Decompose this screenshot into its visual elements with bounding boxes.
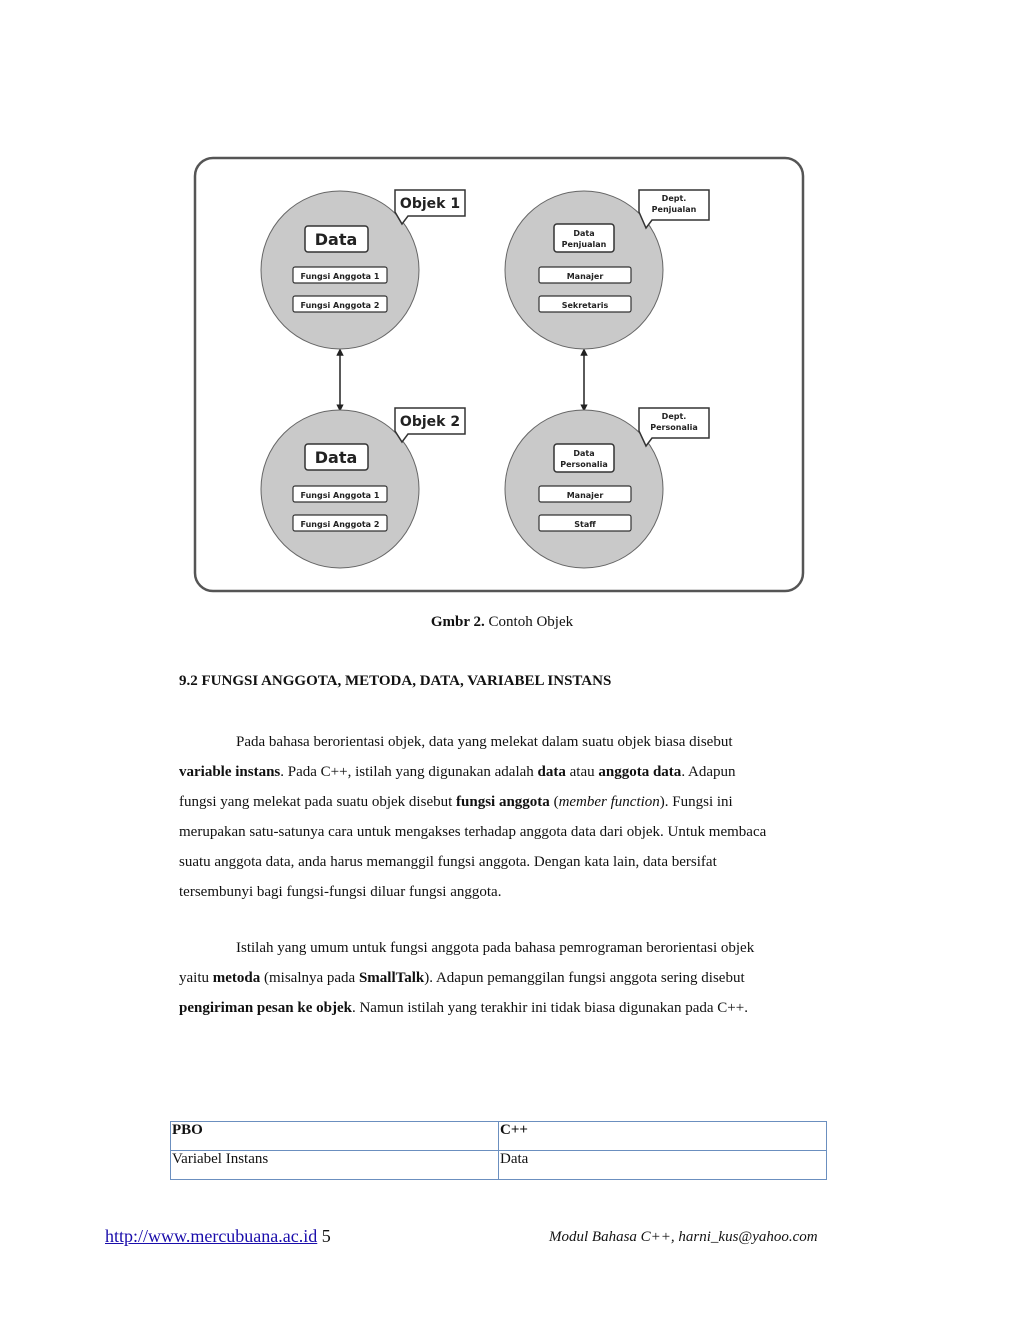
figure-caption <box>0 614 1004 631</box>
term-mapping-table <box>170 1121 827 1180</box>
text: atau <box>565 764 599 780</box>
dept-tag-line: Personalia <box>650 423 698 432</box>
table-header-cell: PBO <box>171 1122 499 1151</box>
member-label: Fungsi Anggota 2 <box>300 301 380 310</box>
text: ). Fungsi ini merupakan satu-satunya cara untuk mengakses terhadap anggota data dari objek. Untuk membaca suatu anggota data, anda harus memanggil fungsi anggota. Dengan kata lain, data bersifat tersembunyi bagi fungsi-fungsi diluar fungsi anggota. <box>179 794 767 900</box>
data-box-label: Personalia <box>560 460 608 469</box>
data-box-label: Data <box>573 229 595 238</box>
member-label: Fungsi Anggota 1 <box>300 272 380 281</box>
text: ). Adapun pemanggilan fungsi anggota sering disebut <box>424 970 745 986</box>
member-label: Sekretaris <box>561 301 609 310</box>
bold-term: variable instans <box>179 764 281 780</box>
data-box-label: Penjualan <box>561 240 607 249</box>
footer-module-info: Modul Bahasa C++, harni_kus@yahoo.com <box>549 1229 818 1245</box>
text: Istilah yang umum untuk fungsi anggota pada bahasa pemrograman berorientasi objek yaitu <box>179 940 755 986</box>
bold-term: metoda <box>212 970 261 986</box>
section-heading: 9.2 FUNGSI ANGGOTA, METODA, DATA, VARIABEL INSTANS <box>179 673 612 689</box>
text: . Adapun fungsi yang melekat pada suatu objek disebut <box>179 764 736 810</box>
data-box-label: Data <box>573 449 595 458</box>
table-cell: Data <box>499 1151 827 1180</box>
table-cell: Variabel Instans <box>171 1151 499 1180</box>
dept-tag-line: Penjualan <box>651 205 697 214</box>
member-label: Staff <box>574 520 596 529</box>
bold-term: SmallTalk <box>358 970 425 986</box>
member-label: Manajer <box>566 272 604 281</box>
caption-label: Gmbr 2. <box>430 614 485 630</box>
object-diagram <box>190 154 810 599</box>
bold-term: anggota data <box>598 764 682 780</box>
paragraph-2 <box>179 933 769 1023</box>
text: ( <box>549 794 559 810</box>
member-label: Fungsi Anggota 1 <box>300 491 380 500</box>
footer-url-link[interactable]: http://www.mercubuana.ac.id <box>105 1226 318 1246</box>
data-box-label: Data <box>314 448 358 467</box>
table-header-row <box>171 1122 827 1151</box>
table-header-cell: C++ <box>499 1122 827 1151</box>
table-row <box>171 1151 827 1180</box>
text: Pada bahasa berorientasi objek, data yang melekat dalam suatu objek biasa disebut <box>236 734 733 750</box>
data-box-label: Data <box>314 230 358 249</box>
footer-left <box>105 1226 331 1247</box>
dept-tag-line: Dept. <box>661 412 687 421</box>
object-tag: Objek 1 <box>399 196 461 212</box>
object-tag: Objek 2 <box>399 414 461 430</box>
text: (misalnya pada <box>260 970 359 986</box>
member-label: Fungsi Anggota 2 <box>300 520 380 529</box>
paragraph-1 <box>179 727 769 907</box>
text: . Namun istilah yang terakhir ini tidak biasa digunakan pada C++. <box>351 1000 748 1016</box>
bold-term: fungsi anggota <box>456 794 550 810</box>
page-number: 5 <box>321 1226 331 1246</box>
member-label: Manajer <box>566 491 604 500</box>
dept-tag-line: Dept. <box>661 194 687 203</box>
bold-term: pengiriman pesan ke objek <box>179 1000 352 1016</box>
italic-term: member function <box>558 794 660 810</box>
text: . Pada C++, istilah yang digunakan adalah <box>280 764 538 780</box>
bold-term: data <box>537 764 566 780</box>
caption-text: Contoh Objek <box>484 614 574 630</box>
